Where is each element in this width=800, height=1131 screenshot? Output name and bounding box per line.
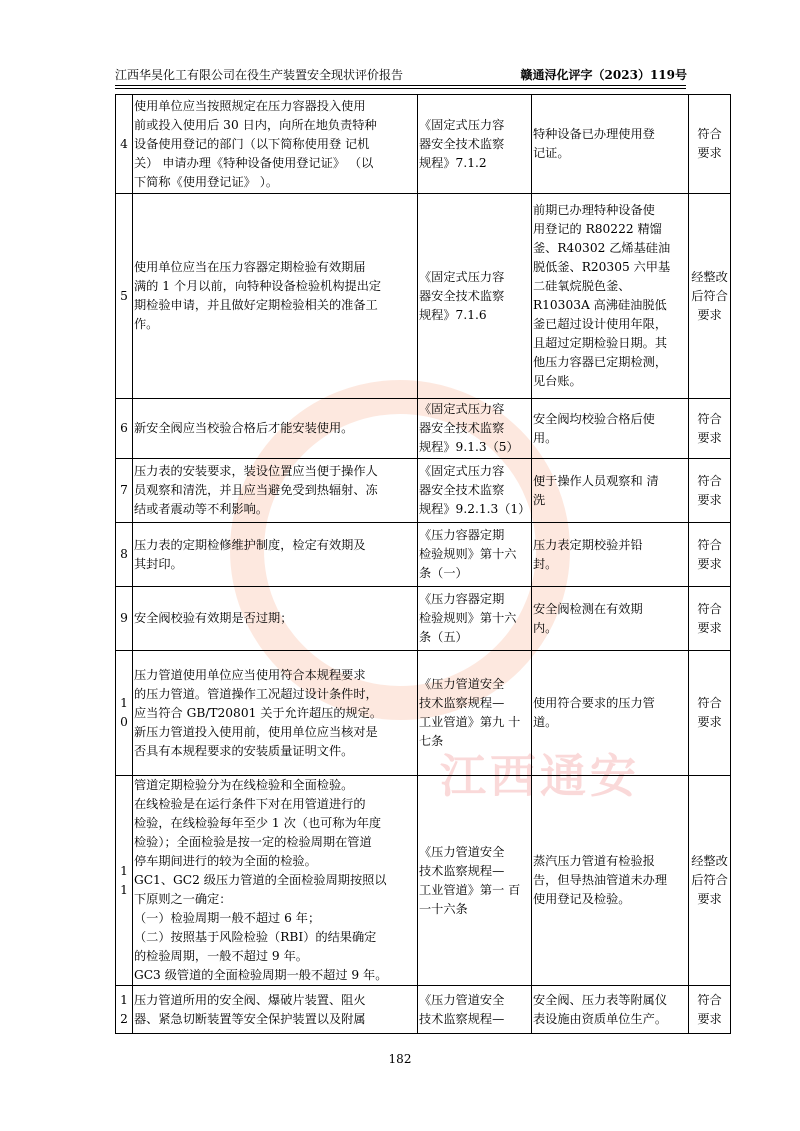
row-number: 8 xyxy=(116,523,133,587)
header-rule-thin xyxy=(115,88,686,89)
result-cell-line: 符合 xyxy=(697,696,722,710)
result-cell-line: 符合 xyxy=(697,127,722,141)
basis-cell-line: 器安全技术监察 xyxy=(419,421,505,435)
requirement-cell-line: 安全阀校验有效期是否过期； xyxy=(134,611,293,625)
basis-cell-line: 《压力管道安全 xyxy=(419,844,505,859)
status-cell-line: 蒸汽压力管道有检验报 xyxy=(533,854,655,868)
result-cell-line: 要求 xyxy=(697,1011,722,1026)
basis-cell-line: 技术监察规程— xyxy=(419,1011,505,1026)
status-cell-line: 安全阀、压力表等附属仪 xyxy=(533,992,668,1007)
result-cell xyxy=(689,459,731,523)
requirement-cell-line: GC1、GC2 级压力管道的全面检验周期按照以 xyxy=(134,873,387,887)
status-cell xyxy=(532,587,689,651)
requirement-cell-line: 期检验申请，并且做好定期检验相关的准备工 xyxy=(134,298,378,312)
requirement-cell-line: 设备使用登记的部门（以下简称使用登 记机 xyxy=(134,136,370,151)
result-cell-line: 符合 xyxy=(697,473,722,488)
status-cell-line: 安全阀均校验合格后使 xyxy=(533,411,655,426)
requirement-cell xyxy=(133,651,418,776)
status-cell-line: 压力表定期校验并铅 xyxy=(533,537,643,552)
requirement-cell-line: （二）按照基于风险检验（RBI）的结果确定 xyxy=(134,930,377,944)
basis-cell-line: 技术监察规程— xyxy=(419,863,505,878)
basis-cell-line: 《固定式压力容 xyxy=(419,464,505,478)
table-row xyxy=(116,399,731,459)
requirement-cell xyxy=(133,399,418,459)
basis-cell-line: 规程》9.1.3（5） xyxy=(419,440,519,454)
status-cell-line: 安全阀检测在有效期 xyxy=(533,601,643,616)
requirement-cell-line: 新压力管道投入使用前，使用单位应当核对是 xyxy=(134,724,378,739)
requirement-cell-line: 新安全阀应当校验合格后才能安装使用。 xyxy=(134,421,354,435)
row-number: 6 xyxy=(116,399,133,459)
table-row xyxy=(116,523,731,587)
requirement-cell-line: （一）检验周期一般不超过 6 年； xyxy=(134,911,321,925)
status-cell-line: 内。 xyxy=(533,620,558,635)
basis-cell-line: 《压力容器定期 xyxy=(419,528,505,542)
basis-cell-line: 《压力容器定期 xyxy=(419,592,505,606)
requirement-cell-line: 压力表的定期检修维护制度，检定有效期及 xyxy=(134,537,366,552)
basis-cell-line: 器安全技术监察 xyxy=(419,136,505,151)
basis-cell-line: 《固定式压力容 xyxy=(419,117,505,132)
status-cell-line: 封。 xyxy=(533,556,558,571)
basis-cell-line: 一十六条 xyxy=(419,901,468,916)
result-cell-line: 要求 xyxy=(697,146,722,160)
result-cell-line: 要求 xyxy=(697,492,722,507)
page-number: 182 xyxy=(388,1052,412,1066)
result-cell-line: 要求 xyxy=(697,620,722,635)
requirement-cell xyxy=(133,587,418,651)
basis-cell xyxy=(418,587,532,651)
row-number: 12 xyxy=(116,986,133,1034)
requirement-cell-line: 应当符合 GB/T20801 关于允许超压的规定。 xyxy=(134,705,383,720)
requirement-cell xyxy=(133,986,418,1034)
table-row xyxy=(116,95,731,194)
basis-cell-line: 条（五） xyxy=(419,630,468,644)
row-number: 9 xyxy=(116,587,133,651)
requirement-cell-line: 检验，在线检验每年至少 1 次（也可称为年度 xyxy=(134,816,382,830)
status-cell xyxy=(532,95,689,194)
requirement-cell xyxy=(133,459,418,523)
basis-cell-line: 工业管道》第九 十 xyxy=(419,715,521,729)
result-cell-line: 经整改 xyxy=(691,854,728,868)
requirement-cell xyxy=(133,95,418,194)
requirement-cell-line: 停车期间进行的较为全面的检验。 xyxy=(134,854,317,868)
basis-cell-line: 《压力管道安全 xyxy=(419,992,505,1007)
basis-cell xyxy=(418,459,532,523)
header-document-number: 赣通浔化评字（2023）119号 xyxy=(520,68,687,82)
requirement-cell-line: 关） 申请办理《特种设备使用登记证》 （以 xyxy=(134,155,374,170)
row-number: 4 xyxy=(116,95,133,194)
requirement-cell-line: 结或者震动等不利影响。 xyxy=(134,502,269,516)
requirement-cell-line: 压力管道使用单位应当使用符合本规程要求 xyxy=(134,667,366,682)
basis-cell-line: 技术监察规程— xyxy=(419,696,505,710)
requirement-cell-line: 的检验周期，一般不超过 9 年。 xyxy=(134,949,308,963)
requirement-cell xyxy=(133,523,418,587)
requirement-cell-line: 前或投入使用后 30 日内，向所在地负责特种 xyxy=(134,117,377,132)
status-cell-line: 用登记的 R80222 精馏 xyxy=(533,222,662,236)
status-cell xyxy=(532,776,689,986)
requirement-cell xyxy=(133,194,418,399)
requirement-cell xyxy=(133,776,418,986)
status-cell-line: 记证。 xyxy=(533,146,570,160)
status-cell-line: 二硅氧烷脱色釜、 xyxy=(533,279,631,293)
status-cell xyxy=(532,459,689,523)
result-cell-line: 符合 xyxy=(697,411,722,426)
requirement-cell-line: 管道定期检验分为在线检验和全面检验。 xyxy=(134,778,354,792)
table-row xyxy=(116,194,731,399)
requirement-cell-line: 使用单位应当在压力容器定期检验有效期届 xyxy=(134,260,366,274)
basis-cell-line: 《固定式压力容 xyxy=(419,269,505,284)
result-cell xyxy=(689,523,731,587)
result-cell xyxy=(689,95,731,194)
status-cell-line: 使用登记及检验。 xyxy=(533,892,631,906)
row-number: 7 xyxy=(116,459,133,523)
status-cell-line: 见台账。 xyxy=(533,374,582,388)
status-cell xyxy=(532,399,689,459)
result-cell-line: 经整改 xyxy=(691,269,728,284)
requirement-cell-line: 满的 1 个月以前，向特种设备检验机构提出定 xyxy=(134,279,382,293)
status-cell-line: 特种设备已办理使用登 xyxy=(533,127,655,141)
status-cell-line: 使用符合要求的压力管 xyxy=(533,696,655,710)
basis-cell xyxy=(418,776,532,986)
requirement-cell-line: 使用单位应当按照规定在压力容器投入使用 xyxy=(134,98,366,113)
basis-cell xyxy=(418,194,532,399)
basis-cell-line: 条（一） xyxy=(419,566,468,580)
result-cell-line: 要求 xyxy=(697,892,722,906)
row-number: 5 xyxy=(116,194,133,399)
status-cell-line: 道。 xyxy=(533,715,558,729)
result-cell-line: 后符合 xyxy=(691,288,728,303)
basis-cell xyxy=(418,651,532,776)
result-cell xyxy=(689,651,731,776)
result-cell xyxy=(689,399,731,459)
requirement-cell-line: 下简称《使用登记证》 ）。 xyxy=(134,174,279,189)
basis-cell-line: 检验规则》第十六 xyxy=(419,547,517,561)
result-cell xyxy=(689,194,731,399)
basis-cell xyxy=(418,95,532,194)
header-rule xyxy=(115,85,686,86)
status-cell-line: 前期已办理特种设备使 xyxy=(533,203,655,217)
inspection-table xyxy=(115,94,731,1034)
requirement-cell-line: 压力表的安装要求，装设位置应当便于操作人 xyxy=(134,464,378,478)
table-row xyxy=(116,776,731,986)
watermark-text: 江西通安 xyxy=(440,749,640,803)
requirement-cell-line: 检验）；全面检验是按一定的检验周期在管道 xyxy=(134,835,372,849)
result-cell xyxy=(689,986,731,1034)
status-cell xyxy=(532,194,689,399)
header-company-title: 江西华昊化工有限公司在役生产装置安全现状评价报告 xyxy=(115,68,404,82)
table-row xyxy=(116,459,731,523)
requirement-cell-line: 作。 xyxy=(134,317,159,331)
basis-cell-line: 七条 xyxy=(419,734,444,748)
requirement-cell-line: 在线检验是在运行条件下对在用管道进行的 xyxy=(134,797,366,811)
basis-cell xyxy=(418,986,532,1034)
status-cell-line: 脱低釜、R20305 六甲基 xyxy=(533,260,671,274)
basis-cell xyxy=(418,399,532,459)
result-cell xyxy=(689,776,731,986)
result-cell-line: 要求 xyxy=(697,715,722,729)
requirement-cell-line: 其封印。 xyxy=(134,556,183,571)
basis-cell-line: 《固定式压力容 xyxy=(419,402,505,416)
basis-cell-line: 《压力管道安全 xyxy=(419,677,505,691)
requirement-cell-line: 否具有本规程要求的安装质量证明文件。 xyxy=(134,743,354,758)
status-cell-line: 洗 xyxy=(533,492,546,507)
requirement-cell-line: 的压力管道。管道操作工况超过设计条件时， xyxy=(134,686,378,701)
status-cell-line: 便于操作人员观察和 清 xyxy=(533,473,659,488)
result-cell-line: 后符合 xyxy=(691,873,728,887)
status-cell xyxy=(532,651,689,776)
basis-cell-line: 器安全技术监察 xyxy=(419,483,505,497)
status-cell-line: 表设施由资质单位生产。 xyxy=(533,1011,668,1026)
basis-cell-line: 器安全技术监察 xyxy=(419,288,505,303)
result-cell-line: 符合 xyxy=(697,537,722,552)
table-row xyxy=(116,651,731,776)
status-cell-line: 用。 xyxy=(533,430,558,445)
basis-cell-line: 规程》7.1.6 xyxy=(419,307,487,322)
basis-cell-line: 检验规则》第十六 xyxy=(419,611,517,625)
result-cell-line: 符合 xyxy=(697,601,722,616)
requirement-cell-line: 员观察和清洗，并且应当避免受到热辐射、冻 xyxy=(134,483,378,497)
basis-cell-line: 规程》9.2.1.3（1） xyxy=(419,502,531,516)
requirement-cell-line: 下原则之一确定： xyxy=(134,892,232,906)
basis-cell-line: 规程》7.1.2 xyxy=(419,155,487,170)
status-cell xyxy=(532,986,689,1034)
result-cell-line: 要求 xyxy=(697,556,722,571)
status-cell-line: 他压力容器已定期检测， xyxy=(533,355,668,369)
status-cell-line: 且超过定期检验日期。其 xyxy=(533,336,668,350)
result-cell xyxy=(689,587,731,651)
row-number: 10 xyxy=(116,651,133,776)
requirement-cell-line: 压力管道所用的安全阀、爆破片装置、阻火 xyxy=(134,992,366,1007)
result-cell-line: 要求 xyxy=(697,307,722,322)
requirement-cell-line: 器、紧急切断装置等安全保护装置以及附属 xyxy=(134,1011,366,1026)
result-cell-line: 要求 xyxy=(697,430,722,445)
row-number: 11 xyxy=(116,776,133,986)
status-cell-line: 釜已超过设计使用年限， xyxy=(533,317,668,331)
basis-cell xyxy=(418,523,532,587)
status-cell-line: 告，但导热油管道未办理 xyxy=(533,873,668,887)
requirement-cell-line: GC3 级管道的全面检验周期一般不超过 9 年。 xyxy=(134,968,388,982)
result-cell-line: 符合 xyxy=(697,992,722,1007)
table-row xyxy=(116,587,731,651)
basis-cell-line: 工业管道》第一 百 xyxy=(419,882,521,897)
table-row xyxy=(116,986,731,1034)
status-cell xyxy=(532,523,689,587)
status-cell-line: R10303A 高沸硅油脱低 xyxy=(533,298,667,312)
status-cell-line: 釜、R40302 乙烯基硅油 xyxy=(533,241,671,255)
